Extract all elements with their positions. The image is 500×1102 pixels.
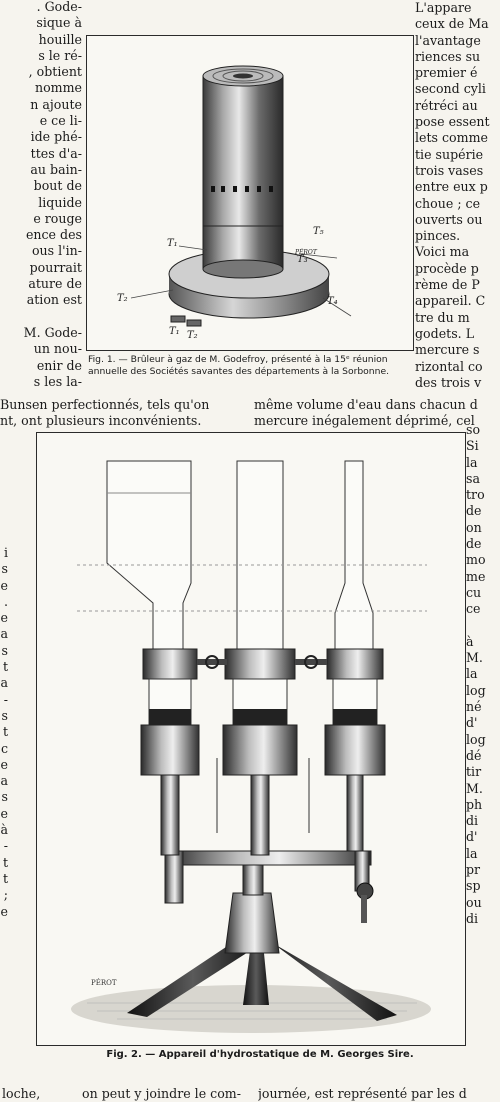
text-line: à (0, 822, 8, 838)
text-line: sp (466, 878, 481, 894)
figure-2-apparatus (36, 432, 466, 1046)
text-line: pourrait (29, 259, 82, 275)
text-line: pinces. (415, 228, 461, 244)
left-text-column (0, 0, 82, 390)
text-line: a (0, 773, 8, 789)
figure-1-burner (86, 35, 414, 351)
text-line: rizontal co (415, 358, 483, 374)
text-line: entre eux p (415, 179, 488, 195)
text-line: . (3, 593, 8, 609)
text-line: ouverts ou (415, 211, 483, 227)
figure-1-label: T₁ (169, 326, 180, 337)
text-line: la (466, 454, 478, 470)
right-text-column (415, 0, 500, 391)
text-line: de (466, 536, 482, 552)
text-line: cu (466, 584, 482, 600)
text-line: nomme (34, 80, 82, 96)
text-line: e rouge (33, 210, 82, 226)
text-line: Bunsen perfectionnés, tels qu'on (0, 397, 210, 412)
text-line: M. (466, 650, 483, 666)
left-edge-text (0, 545, 8, 920)
figure-1-label: T₂ (187, 330, 198, 341)
text-line: M. Gode- (23, 324, 82, 340)
text-line: trois vases (415, 162, 484, 178)
text-line: e (0, 610, 8, 626)
text-line: ature de (28, 276, 82, 292)
text-line: log (466, 731, 486, 747)
text-line: mo (466, 552, 486, 568)
text-line: loche, (2, 1086, 41, 1101)
text-line: s (1, 642, 8, 658)
text-line: - (3, 838, 8, 854)
text-line: même volume d'eau dans chacun d (254, 397, 478, 412)
text-line: me (466, 568, 486, 584)
text-line: di (466, 813, 479, 829)
text-line: e (0, 805, 8, 821)
figure-1-label: T₂ (117, 293, 128, 304)
text-line: rétréci au (415, 97, 478, 113)
text-line: nt, ont plusieurs inconvénients. (0, 413, 202, 428)
text-line: pose essent (415, 114, 490, 130)
text-line: enir de (36, 357, 82, 373)
text-line: pr (466, 862, 481, 878)
text-line: s le ré- (38, 47, 82, 63)
text-line: riences su (415, 48, 481, 64)
text-line: i (3, 545, 8, 560)
text-line: l'avantage (415, 32, 481, 48)
text-line: des trois v (415, 374, 482, 390)
text-line: dé (466, 747, 482, 763)
text-line: procède p (415, 260, 479, 276)
text-line: , obtient (28, 64, 82, 80)
text-line: s (1, 707, 8, 723)
text-line: s (1, 561, 8, 577)
text-line: ou (466, 894, 482, 910)
text-line: ation est (26, 292, 82, 308)
text-line: t (2, 659, 8, 675)
figure-1-label: T₄ (327, 296, 338, 307)
engraver-signature: PÉROT (295, 249, 317, 256)
text-line: Si (466, 438, 479, 454)
text-line: a (0, 675, 8, 691)
text-line: appareil. C (415, 293, 486, 309)
text-line: e ce li- (39, 113, 82, 129)
engraver-signature: PÉROT (91, 979, 117, 987)
text-line: M. (466, 780, 483, 796)
text-line: ous l'in- (31, 243, 82, 259)
text-line: c (0, 740, 8, 756)
text-line: n ajoute (30, 96, 82, 112)
text-line: s les la- (33, 373, 82, 389)
text-line: à (466, 633, 474, 649)
text-line: d' (466, 715, 478, 731)
text-line: d' (466, 829, 478, 845)
text-line: t (2, 854, 8, 870)
text-line: e (0, 756, 8, 772)
figure-1-label: T₅ (313, 226, 324, 237)
text-line: so (466, 422, 481, 437)
text-line: . Gode- (36, 0, 82, 14)
text-line: a (0, 626, 8, 642)
figure-1-caption: Fig. 1. — Brûleur à gaz de M. Godefroy, présenté à la 15ᵉ réunion annuelle des Sociétés savantes des départements à la Sorbonne. (88, 354, 390, 377)
text-line: premier é (415, 65, 478, 81)
text-line: L'appare (415, 0, 472, 15)
figure-2-caption: Fig. 2. — Appareil d'hydrostatique de M. Georges Sire. (106, 1049, 414, 1060)
figure-1-label: T₃ (297, 254, 308, 265)
text-line: ph (466, 796, 483, 812)
text-line: de (466, 503, 482, 519)
hydrostatic-apparatus-illustration (37, 433, 465, 1045)
text-line: e (0, 577, 8, 593)
text-line: la (466, 666, 478, 682)
text-line (0, 309, 82, 325)
far-right-text-column (466, 422, 500, 927)
text-line: tir (466, 764, 482, 780)
text-line: mercure inégalement déprimé, cel (254, 413, 475, 428)
text-line: e (0, 903, 8, 919)
text-line: ide phé- (30, 129, 82, 145)
text-line: ence des (25, 227, 82, 243)
text-line: sa (466, 470, 480, 486)
text-line: di (466, 910, 479, 926)
text-line: tre du m (415, 309, 470, 325)
text-line: ttes d'a- (30, 145, 82, 161)
text-line: un nou- (33, 341, 82, 357)
text-line: on (466, 519, 482, 535)
text-line: bout de (33, 178, 82, 194)
text-line: t (2, 870, 8, 886)
text-line: log (466, 682, 486, 698)
text-line: journée, est représenté par les d (258, 1086, 467, 1101)
text-line: t (2, 724, 8, 740)
text-line (466, 618, 500, 634)
text-line: sique à (36, 15, 82, 31)
text-line: choue ; ce (415, 195, 481, 211)
text-line: second cyli (415, 81, 486, 97)
text-line: s (1, 789, 8, 805)
text-line: ce (466, 601, 481, 617)
text-line: ceux de Ma (415, 16, 489, 32)
text-line: Voici ma (415, 244, 470, 260)
burner-illustration (87, 36, 413, 350)
text-line: - (3, 691, 8, 707)
text-line: lets comme (415, 130, 488, 146)
text-line: mercure s (415, 342, 480, 358)
text-line: la (466, 845, 478, 861)
text-line: tro (466, 487, 485, 503)
text-line: on peut y joindre le com- (82, 1086, 241, 1101)
text-line: houille (38, 31, 82, 47)
text-line: godets. L (415, 325, 475, 341)
text-line: tie supérie (415, 146, 484, 162)
text-line: né (466, 699, 482, 715)
text-line: rème de P (415, 277, 480, 293)
text-line: liquide (38, 194, 82, 210)
text-line: au bain- (30, 161, 82, 177)
text-line: ; (3, 887, 8, 903)
figure-1-label: T₁ (167, 238, 178, 249)
